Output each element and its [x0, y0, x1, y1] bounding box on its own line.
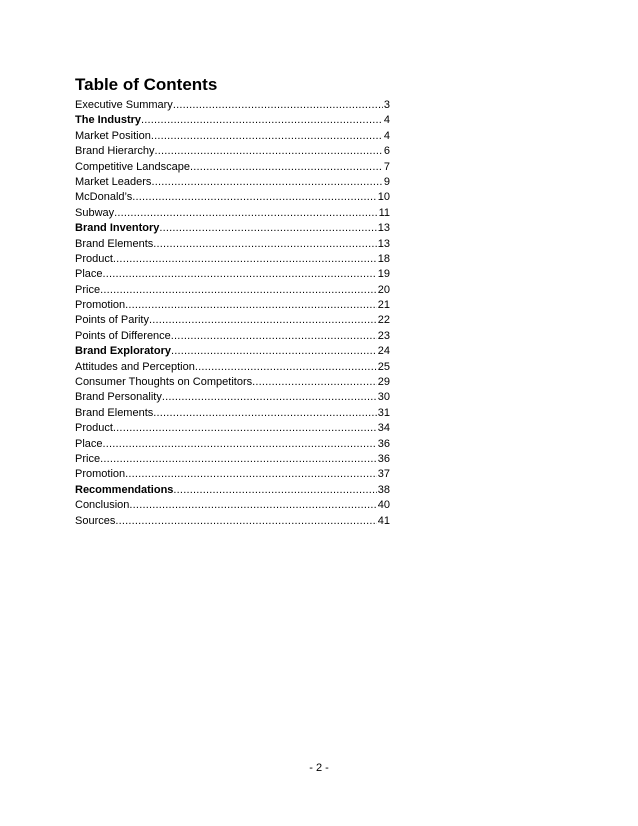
toc-entry-label: Sources	[75, 514, 116, 527]
toc-entry-label: Price	[75, 452, 101, 465]
toc-dot-leader	[113, 421, 377, 436]
toc-entry[interactable]	[75, 129, 390, 144]
toc-entry-page-number: 20	[377, 283, 390, 296]
toc-dot-leader	[154, 144, 382, 159]
toc-entry-page-number: 22	[377, 314, 390, 327]
toc-entry-label: Brand Inventory	[75, 222, 160, 235]
toc-dot-leader	[173, 98, 383, 113]
toc-entry-page-number: 36	[377, 437, 390, 450]
toc-entry-page-number: 7	[383, 160, 390, 173]
toc-dot-leader	[141, 113, 383, 128]
toc-entry[interactable]	[75, 375, 390, 390]
toc-entry[interactable]	[75, 498, 390, 513]
toc-dot-leader	[103, 437, 377, 452]
toc-entry[interactable]	[75, 175, 390, 190]
toc-entry-label: Consumer Thoughts on Competitors	[75, 376, 253, 389]
toc-entry[interactable]	[75, 190, 390, 205]
toc-entry-label: Brand Elements	[75, 237, 154, 250]
toc-entry-page-number: 13	[377, 237, 390, 250]
toc-entry-label: Brand Personality	[75, 391, 162, 404]
toc-entry-page-number: 19	[377, 268, 390, 281]
toc-entry[interactable]	[75, 514, 390, 529]
toc-entry-page-number: 11	[378, 206, 390, 219]
toc-entry[interactable]	[75, 329, 390, 344]
toc-entry-page-number: 23	[377, 329, 390, 342]
toc-entry[interactable]	[75, 344, 390, 359]
toc-entry-label: Promotion	[75, 299, 126, 312]
table-of-contents	[75, 74, 390, 529]
toc-dot-leader	[151, 175, 382, 190]
toc-entry-label: Executive Summary	[75, 99, 173, 111]
toc-entry-label: Product	[75, 252, 113, 265]
toc-dot-leader	[190, 160, 383, 175]
toc-entry-label: Place	[75, 268, 103, 281]
toc-entry[interactable]	[75, 437, 390, 452]
toc-entry-page-number: 29	[377, 376, 390, 389]
toc-entry-label: McDonald’s	[75, 191, 133, 204]
toc-entry-page-number: 6	[383, 145, 390, 158]
toc-dot-leader	[115, 514, 376, 529]
toc-entry-label: Recommendations	[75, 483, 174, 496]
toc-entry-page-number: 4	[383, 129, 390, 142]
toc-dot-leader	[149, 313, 377, 328]
toc-entry-list	[75, 98, 390, 529]
toc-dot-leader	[153, 406, 376, 421]
toc-entry[interactable]	[75, 360, 390, 375]
toc-dot-leader	[171, 344, 377, 359]
toc-entry[interactable]	[75, 406, 390, 421]
toc-dot-leader	[113, 252, 377, 267]
toc-dot-leader	[151, 129, 383, 144]
toc-entry[interactable]	[75, 252, 390, 267]
toc-entry-page-number: 13	[377, 222, 390, 235]
toc-entry-page-number: 21	[377, 299, 390, 312]
toc-title: Table of Contents	[75, 75, 218, 94]
toc-entry-label: Market Position	[75, 129, 151, 142]
toc-entry-label: Subway	[75, 206, 115, 219]
toc-entry-page-number: 36	[377, 452, 390, 465]
toc-entry[interactable]	[75, 221, 390, 236]
toc-entry-page-number: 41	[377, 514, 390, 527]
page-number: - 2 -	[309, 762, 329, 774]
toc-entry-page-number: 3	[383, 99, 390, 111]
toc-entry[interactable]	[75, 98, 390, 113]
toc-entry-page-number: 34	[377, 422, 390, 435]
toc-dot-leader	[132, 190, 376, 205]
toc-entry-page-number: 24	[377, 345, 390, 358]
toc-entry-label: Attitudes and Perception	[75, 360, 195, 373]
toc-entry[interactable]	[75, 313, 390, 328]
toc-dot-leader	[153, 237, 376, 252]
toc-entry-label: Price	[75, 283, 101, 296]
toc-entry[interactable]	[75, 452, 390, 467]
toc-entry-label: The Industry	[75, 114, 142, 127]
toc-dot-leader	[125, 467, 377, 482]
toc-entry-page-number: 10	[377, 191, 390, 204]
toc-entry-label: Promotion	[75, 468, 126, 481]
toc-entry-page-number: 38	[377, 483, 390, 496]
toc-entry-label: Market Leaders	[75, 175, 152, 188]
toc-entry[interactable]	[75, 144, 390, 159]
toc-entry-label: Product	[75, 422, 113, 435]
toc-dot-leader	[129, 498, 376, 513]
toc-entry[interactable]	[75, 237, 390, 252]
toc-entry[interactable]	[75, 298, 390, 313]
toc-dot-leader	[114, 206, 377, 221]
toc-entry[interactable]	[75, 267, 390, 282]
toc-entry-page-number: 40	[377, 499, 390, 512]
toc-entry-page-number: 31	[377, 406, 390, 419]
toc-dot-leader	[173, 483, 376, 498]
toc-entry[interactable]	[75, 467, 390, 482]
toc-entry-page-number: 9	[383, 175, 390, 188]
toc-dot-leader	[162, 390, 377, 405]
toc-dot-leader	[252, 375, 377, 390]
toc-dot-leader	[100, 452, 377, 467]
toc-entry[interactable]	[75, 421, 390, 436]
toc-entry-page-number: 18	[377, 252, 390, 265]
toc-dot-leader	[103, 267, 377, 282]
toc-entry-label: Brand Hierarchy	[75, 145, 155, 158]
toc-entry-page-number: 4	[383, 114, 390, 127]
toc-entry-label: Place	[75, 437, 103, 450]
toc-dot-leader	[100, 283, 377, 298]
toc-entry[interactable]	[75, 283, 390, 298]
toc-dot-leader	[195, 360, 377, 375]
toc-entry-label: Conclusion	[75, 499, 130, 512]
toc-entry[interactable]	[75, 113, 390, 128]
toc-entry[interactable]	[75, 390, 390, 405]
toc-entry-label: Brand Exploratory	[75, 345, 171, 358]
toc-entry-label: Points of Difference	[75, 329, 171, 342]
toc-entry-label: Competitive Landscape	[75, 160, 190, 173]
toc-entry-page-number: 25	[377, 360, 390, 373]
toc-entry-page-number: 30	[377, 391, 390, 404]
toc-entry-label: Points of Parity	[75, 314, 149, 327]
toc-dot-leader	[159, 221, 376, 236]
toc-entry[interactable]	[75, 206, 390, 221]
toc-entry-label: Brand Elements	[75, 406, 154, 419]
toc-dot-leader	[125, 298, 377, 313]
toc-entry[interactable]	[75, 483, 390, 498]
toc-entry-page-number: 37	[377, 468, 390, 481]
toc-entry[interactable]	[75, 160, 390, 175]
toc-dot-leader	[171, 329, 377, 344]
